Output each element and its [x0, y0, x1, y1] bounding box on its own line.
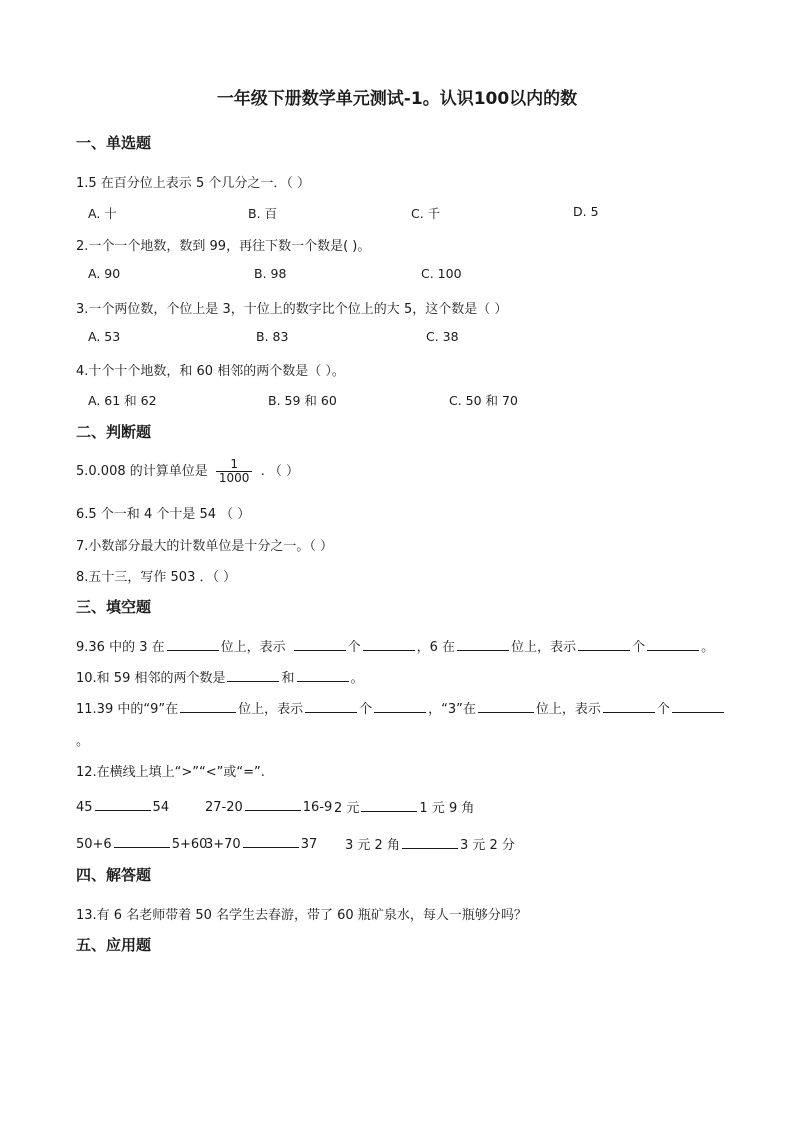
option-a: A. 61 和 62	[88, 393, 157, 408]
q9-text: 个	[347, 640, 361, 655]
q9-text: 位上，表示	[220, 640, 286, 655]
option-c: C. 100	[421, 266, 462, 281]
question-3: 3.一个两位数，个位上是 3，十位上的数字比个位上的大 5，这个数是（ ）	[76, 302, 508, 317]
question-5	[76, 458, 299, 485]
q9-text: 9.36 中的 3 在	[76, 640, 165, 655]
compare-blank[interactable]	[114, 834, 170, 848]
compare-row-2-a	[76, 834, 207, 852]
answer-blank[interactable]	[672, 699, 724, 713]
option-b: B. 59 和 60	[268, 393, 337, 408]
option-c: C. 50 和 70	[449, 393, 518, 408]
compare-right: 5+60	[171, 837, 208, 852]
section-heading-true-false: 二、判断题	[76, 423, 152, 441]
compare-blank[interactable]	[361, 798, 417, 812]
question-7: 7.小数部分最大的计数单位是十分之一。（ ）	[76, 539, 334, 554]
q9-text: ，6 在	[416, 640, 456, 655]
compare-right: 3 元 2 分	[459, 838, 515, 853]
question-2: 2.一个一个地数，数到 99，再往下数一个数是( )。	[76, 239, 371, 254]
answer-blank[interactable]	[227, 668, 279, 682]
answer-blank[interactable]	[647, 637, 699, 651]
question-6: 6.5 个一和 4 个十是 54 （ ）	[76, 507, 251, 522]
question-13: 13.有 6 名老师带着 50 名学生去春游，带了 60 瓶矿泉水，每人一瓶够分吗？	[76, 908, 527, 923]
compare-row-1-a	[76, 797, 169, 815]
answer-blank[interactable]	[180, 699, 236, 713]
question-5-text: 5.0.008 的计算单位是	[76, 464, 208, 479]
answer-blank[interactable]	[478, 699, 534, 713]
q11-text: 个	[656, 702, 670, 717]
q11-text: 位上，表示	[535, 702, 601, 717]
compare-row-2-b	[205, 834, 317, 852]
answer-blank[interactable]	[374, 699, 426, 713]
compare-row-1-c	[334, 797, 474, 816]
option-d: D. 5	[573, 204, 599, 219]
question-8: 8.五十三，写作 503 ．（ ）	[76, 570, 237, 585]
fraction-numerator: 1	[216, 458, 253, 472]
fraction-denominator: 1000	[218, 471, 250, 485]
compare-left: 3 元 2 角	[345, 838, 400, 853]
compare-blank[interactable]	[402, 835, 458, 849]
answer-blank[interactable]	[603, 699, 655, 713]
question-4: 4.十个十个地数，和 60 相邻的两个数是（ ）。	[76, 364, 345, 379]
compare-row-1-b	[205, 797, 332, 815]
option-c: C. 38	[426, 329, 459, 344]
section-heading-fill-blank: 三、填空题	[76, 598, 152, 616]
section-heading-solve: 四、解答题	[76, 866, 152, 884]
compare-right: 1 元 9 角	[419, 801, 475, 816]
compare-right: 54	[152, 800, 170, 815]
q9-text: 位上，表示	[511, 640, 577, 655]
compare-left: 50+6	[76, 837, 112, 852]
compare-left: 45	[76, 800, 93, 815]
q10-text: 和	[281, 671, 295, 686]
option-a: A. 53	[88, 329, 121, 344]
compare-right: 16-9	[302, 800, 333, 815]
option-c: C. 千	[411, 206, 441, 221]
answer-blank[interactable]	[305, 699, 357, 713]
section-heading-application: 五、应用题	[76, 936, 152, 954]
option-a: A. 十	[88, 206, 117, 221]
compare-left: 2 元	[334, 801, 360, 816]
option-b: B. 83	[256, 329, 289, 344]
compare-blank[interactable]	[243, 834, 299, 848]
answer-blank[interactable]	[297, 668, 349, 682]
q11-text: 位上，表示	[238, 702, 304, 717]
compare-row-2-c	[345, 834, 515, 853]
question-11	[76, 698, 726, 717]
option-b: B. 98	[254, 266, 287, 281]
compare-left: 3+70	[205, 837, 241, 852]
question-10	[76, 667, 364, 686]
answer-blank[interactable]	[294, 637, 346, 651]
page-title: 一年级下册数学单元测试-1。认识100以内的数	[216, 89, 578, 109]
q9-text: 个	[632, 640, 646, 655]
fraction	[216, 458, 253, 485]
compare-right: 37	[300, 837, 318, 852]
answer-blank[interactable]	[457, 637, 509, 651]
question-1: 1.5 在百分位上表示 5 个几分之一．（ ）	[76, 176, 310, 191]
q11-text: ，“3”在	[428, 702, 476, 717]
q10-text: 10.和 59 相邻的两个数是	[76, 671, 226, 686]
q11-text: 11.39 中的“9”在	[76, 702, 179, 717]
question-9	[76, 636, 714, 655]
compare-left: 27-20	[205, 800, 243, 815]
question-11-end: 。	[76, 734, 90, 749]
question-12: 12.在横线上填上“>”“<”或“=”.	[76, 765, 265, 780]
option-b: B. 百	[248, 206, 278, 221]
answer-blank[interactable]	[578, 637, 630, 651]
compare-blank[interactable]	[95, 797, 151, 811]
option-a: A. 90	[88, 266, 121, 281]
question-5-tail: . （ ）	[260, 464, 299, 479]
compare-blank[interactable]	[245, 797, 301, 811]
section-heading-single-choice: 一、单选题	[76, 134, 152, 152]
q11-text: 个	[359, 702, 373, 717]
q10-text: 。	[350, 671, 364, 686]
q9-text: 。	[701, 640, 715, 655]
answer-blank[interactable]	[167, 637, 219, 651]
answer-blank[interactable]	[363, 637, 415, 651]
